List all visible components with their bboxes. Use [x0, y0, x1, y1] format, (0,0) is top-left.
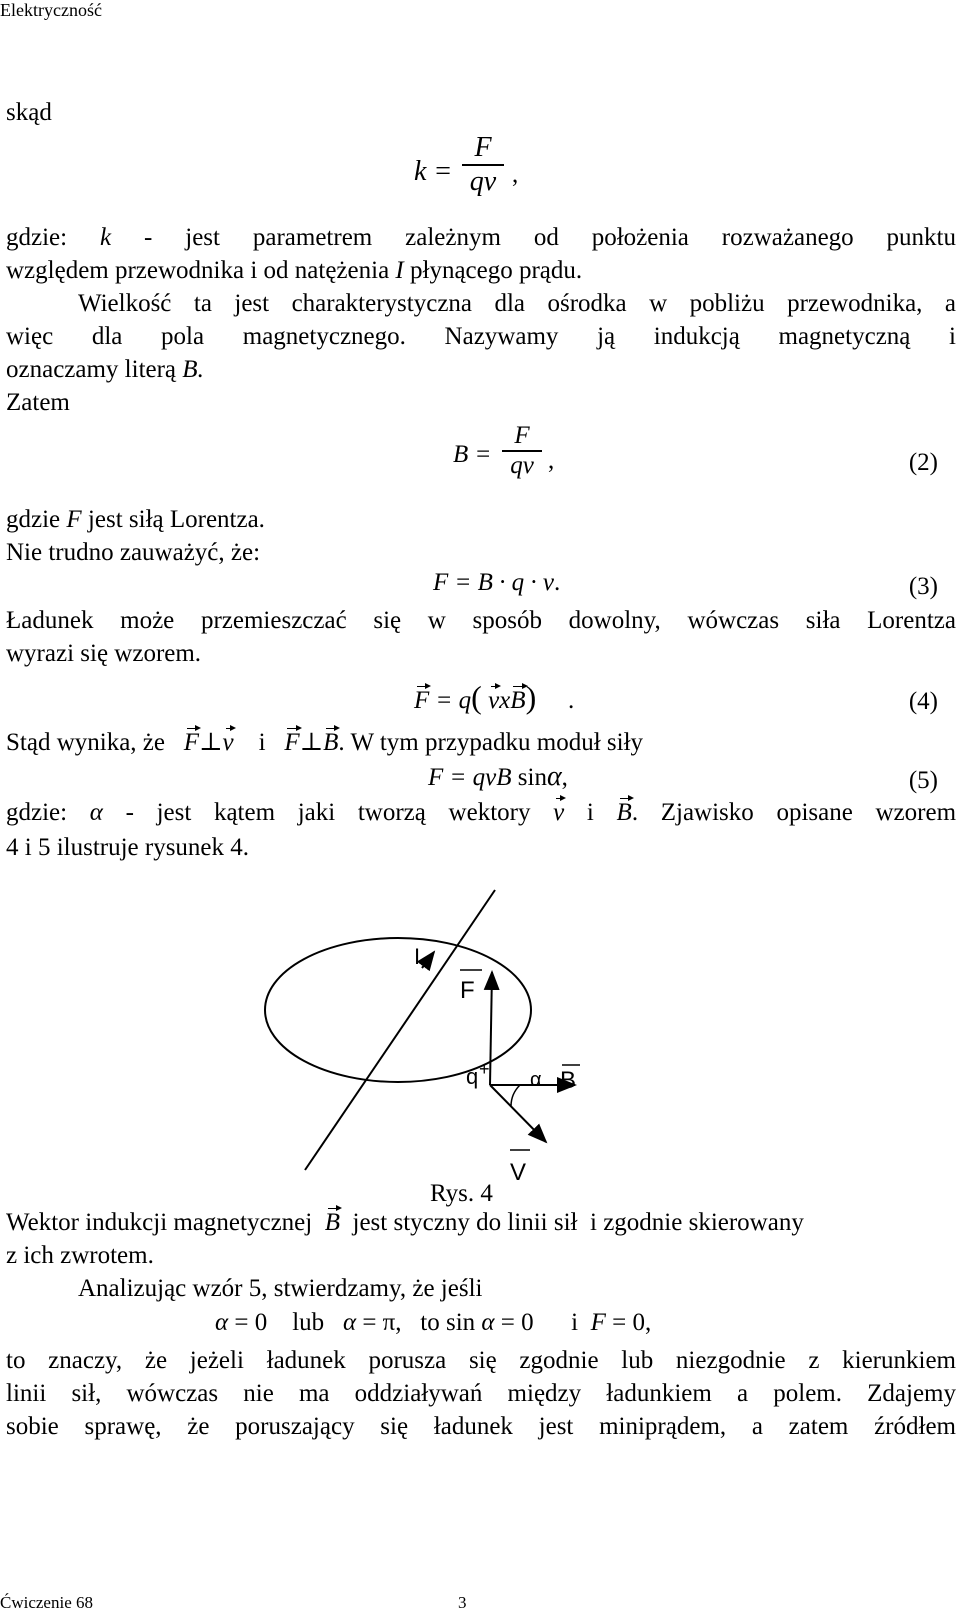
v-vector: [490, 1085, 546, 1142]
eq3-number: (3): [908, 573, 938, 600]
line-zatem: Zatem: [6, 389, 70, 416]
current-arrow: [422, 952, 434, 968]
footer-exercise: Ćwiczenie 68: [0, 1593, 93, 1612]
alpha-arc: [511, 1085, 520, 1106]
charge-sign: +: [479, 1059, 490, 1079]
eq2-comma: ,: [548, 447, 555, 474]
eq5-expression: F = qvB sinα,: [428, 761, 568, 792]
eq1-comma: ,: [512, 161, 519, 188]
figure-caption: Rys. 4: [430, 1180, 493, 1207]
eq4-expression: F = q( vxB): [414, 679, 537, 715]
line-wielkosc: Wielkość ta jest charakterystyczna dla ośrodka w pobliżu przewodnika, a: [78, 290, 956, 317]
charge-label: q: [466, 1064, 479, 1089]
running-header: Elektryczność: [0, 0, 102, 20]
eq3-expression: F = B · q · v.: [433, 569, 561, 596]
eq1-fraction: F qv: [462, 132, 504, 198]
figure-4: [250, 880, 610, 1186]
line-to-znaczy: to znaczy, że jeżeli ładunek porusza się zgodnie lub niezgodnie z kierunkiem: [6, 1347, 956, 1374]
conductor-line: [305, 890, 495, 1170]
line-stad: Stąd wynika, że F⊥v i F⊥B. W tym przypadku moduł siły: [6, 729, 644, 756]
b-label: B: [560, 1067, 577, 1094]
line-wzgledem: względem przewodnika i od natężenia I płynącego prądu.: [6, 257, 583, 284]
eq2-fraction: F qv: [502, 422, 542, 480]
force-vector: [490, 972, 492, 1085]
line-ilustruje: 4 i 5 ilustruje rysunek 4.: [6, 834, 250, 861]
line-oznaczamy: oznaczamy literą B.: [6, 356, 204, 383]
eq1-lhs: k =: [414, 156, 453, 187]
line-ladunek: Ładunek może przemieszczać się w sposób dowolny, wówczas siła Lorentza: [6, 607, 956, 634]
line-gdzie-k: gdzie: k - jest parametrem zależnym od położenia rozważanego punktu: [6, 224, 957, 251]
v-label: V: [510, 1159, 527, 1186]
line-z-ich: z ich zwrotem.: [6, 1242, 154, 1269]
line-wektor-indukcji: Wektor indukcji magnetycznej B jest styczny do linii sił i zgodnie skierowany: [6, 1209, 804, 1236]
line-gdzie-f: gdzie F jest siłą Lorentza.: [6, 506, 265, 533]
line-wyrazi: wyrazi się wzorem.: [6, 640, 202, 667]
eq2-number: (2): [908, 449, 938, 476]
line-wiec: więc dla pola magnetycznego. Nazywamy ją indukcją magnetyczną i: [6, 323, 956, 350]
line-nie-trudno: Nie trudno zauważyć, że:: [6, 539, 261, 566]
line-analizujac: Analizując wzór 5, stwierdzamy, że jeśli: [78, 1275, 483, 1302]
current-label: I: [414, 944, 421, 969]
line-gdzie-alfa: gdzie: α - jest kątem jaki tworzą wektory v i B. Zjawisko opisane wzorem: [6, 799, 957, 826]
eq4-dot: .: [568, 687, 575, 714]
paragraph-skad: skąd: [6, 99, 52, 126]
line-linii-sil: linii sił, wówczas nie ma oddziaływań między ładunkiem a polem. Zdajemy: [6, 1380, 956, 1407]
line-sobie-sprawe: sobie sprawę, że poruszający się ładunek jest miniprądem, a zatem źródłem: [6, 1413, 956, 1440]
alpha-label: α: [530, 1069, 542, 1091]
eq2-lhs: B =: [453, 441, 492, 468]
eq4-number: (4): [908, 688, 938, 715]
force-label: F: [460, 977, 475, 1004]
footer-page-number: 3: [458, 1593, 467, 1612]
condition-line: α = 0 lub α = π, to sin α = 0 i F = 0,: [215, 1309, 652, 1336]
eq5-number: (5): [908, 767, 938, 794]
